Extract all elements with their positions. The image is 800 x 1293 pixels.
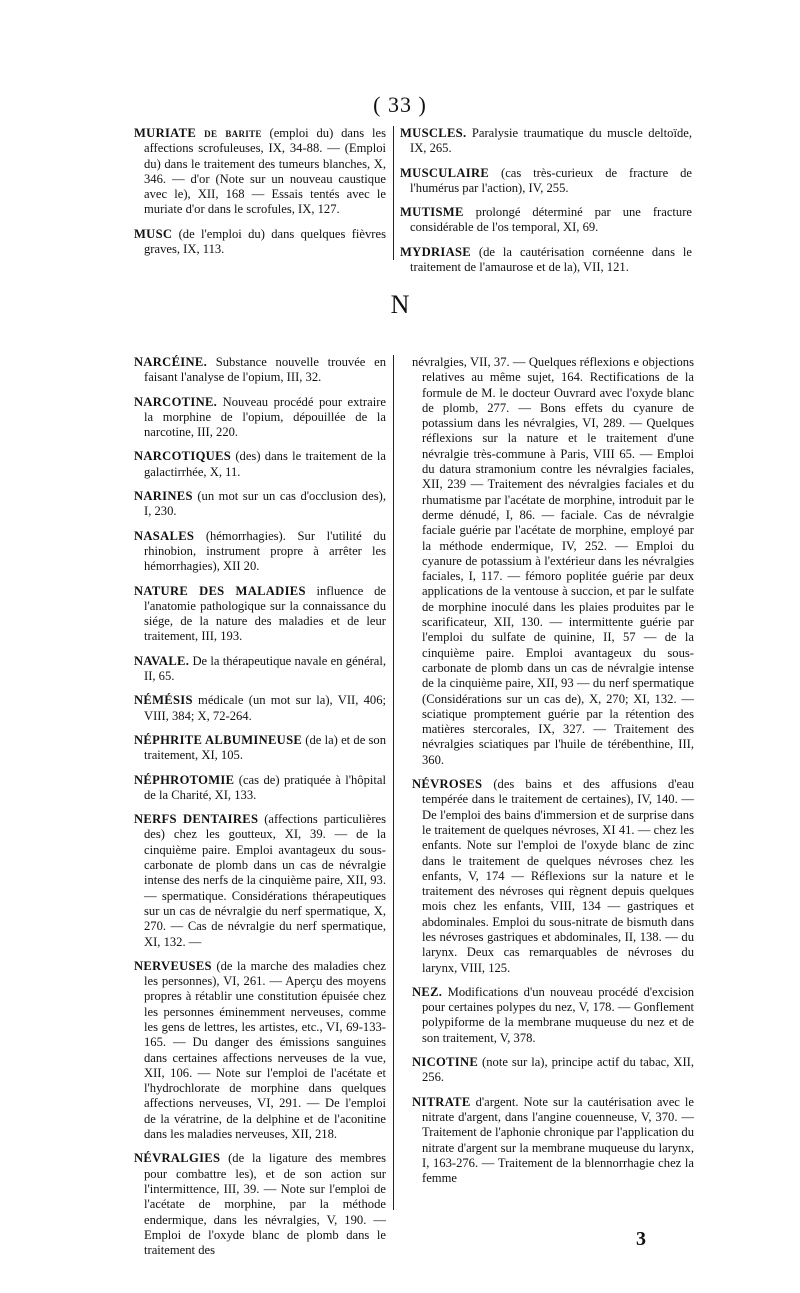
index-entry [134, 1151, 386, 1258]
index-entry [134, 693, 386, 724]
entry-heading: NÉPHROTOMIE [134, 772, 235, 787]
index-entry [134, 449, 386, 480]
index-column-top-right [400, 126, 692, 284]
entry-text: De la thérapeutique navale en général, II, 65. [144, 653, 386, 684]
index-entry [412, 1095, 694, 1187]
entry-heading: NÉVROSES [412, 777, 483, 792]
entry-heading: NERFS DENTAIRES [134, 812, 259, 827]
entry-text: Paralysie traumatique du muscle deltoïde, IX, 265. [410, 126, 692, 156]
entry-text: Nouveau procédé pour extraire la morphine de l'opium, dépouillée de la narcotine, III, 220. [144, 394, 386, 440]
signature-mark: 3 [636, 1228, 646, 1250]
entry-text: (des) dans le traitement de la galactirrhée, X, 11. [144, 449, 386, 479]
entry-text: (des bains et des affusions d'eau tempérée dans le traitement de certaines), IV, 140. — De l'emploi des bains d'immersion et de surprise dans le traitement de quelques névroses, XI 41. — chez les enfants. Note sur l'emploi de l'oxyde blanc de zinc dans le traitement de quelques névroses chez les enfants, V, 174 — Réflexions sur la nature et le traitement des névroses qui règnent depuis quelques mois chez les enfants, VIII, 134 — gastriques et abdominales. Emploi du sous-nitrate de bismuth dans les névroses gastriques et abdominales, II, 138. — du larynx. Deux cas remarquables de névroses du larynx, VIII, 125. [422, 777, 694, 975]
entry-heading: MURIATE de barite [134, 126, 262, 140]
entry-text: médicale (un mot sur la), VII, 406; VIII, 384; X, 72-264. [144, 693, 386, 723]
entry-text: (emploi du) dans les affections scrofuleuses, IX, 34-88. — (Emploi du) dans le traitement des tumeurs blanches, X, 346. — d'or (Note sur un nouveau caustique avec le), XII, 168 — Essais tentés avec le muriate d'or dans le scrofules, IX, 127. [144, 126, 386, 217]
entry-text: (de l'emploi du) dans quelques fièvres graves, IX, 113. [144, 226, 386, 257]
index-entry [134, 529, 386, 575]
entry-text: névralgies, VII, 37. — Quelques réflexions e objections relatives au même sujet, 164. Rectifications de la formule de M. le docteur Ouvrard avec l'oxyde blanc de plomb, 277. — Bons effets du cyanure de potassium dans les névralgies, VI, 289. — Quelques réflexions sur la nature et le traitement d'une névralgie très-commune à Paris, VIII 65. — Emploi du datura stramonium contre les névralgies faciales, XII, 239 — Traitement des névralgies faciales et du rhumatisme par l'acétate de morphine, introduit par le derme dénudé, I, 86. — faciale. Cas de névralgie faciale guérie par l'acétate de morphine, employé par la méthode endermique, IV, 252. — Emploi du cyanure de potassium à l'extérieur dans les névralgies faciales, I, 117. — fémoro poplitée guérie par deux applications de la ventouse à succion, et par le sulfate de morphine inoculé dans les plaies produites par le scarificateur, XII, 130. — intermittente guérie par l'emploi du sulfate de quinine, II, 57 — de la cinquième paire. Emploi avantageux du sous-carbonate de plomb dans un cas de névralgie intense de la cinquième paire, XII, 93 — du nerf spermatique (Considérations sur un cas de), X, 270; XI, 132. — sciatique promptement guérie par la rétention des matières stercorales, IX, 327. — Traitement des névralgies sciatiques par l'huile de térébenthine, III, 360. [412, 355, 694, 767]
section-letter: N [390, 290, 410, 319]
entry-heading: MUTISME [400, 205, 464, 220]
entry-text: influence de l'anatomie pathologique sur la connaissance du siége, de la nature des maladies et de leur traitement, III, 193. [144, 583, 386, 644]
entry-text: (note sur la), principe actif du tabac, XII, 256. [422, 1055, 694, 1085]
entry-text: d'argent. Note sur la cautérisation avec le nitrate d'argent, dans l'angine couenneuse, V, 370. — Traitement de l'aphonie chronique par l'application du nitrate d'argent sur la membrane muqueuse du larynx, I, 163-276. — Traitement de la blennorrhagie chez la femme [422, 1094, 694, 1186]
index-entry [134, 395, 386, 441]
index-entry [400, 245, 692, 276]
entry-text: (de la) et de son traitement, XI, 105. [144, 732, 386, 763]
entry-text: (affections particulières des) chez les goutteux, XI, 39. — de la cinquième paire. Emploi avantageux du sous-carbonate de plomb dans un cas de névralgie intense des nerfs de la cinquième paire, XII, 93. — spermatique. Considérations thérapeutiques sur un cas de névralgie du nerf spermatique, X, 270. — Cas de névralgie du nerf spermatique, XI, 132. — [144, 812, 387, 949]
entry-heading: MUSCLES. [400, 126, 467, 140]
entry-heading: NÉVRALGIES [134, 1151, 221, 1166]
index-entry [134, 489, 386, 520]
index-entry [134, 584, 386, 645]
entry-text: (hémorrhagies). Sur l'utilité du rhinobion, instrument propre à arrêter les hémorrhagies), XII 20. [144, 528, 386, 574]
entry-text: Modifications d'un nouveau procédé d'excision pour certaines polypes du nez, V, 178. — Gonflement polypiforme de la membrane muqueuse du nez et de son traitement, V, 378. [422, 984, 694, 1045]
entry-text: (cas de) pratiquée à l'hôpital de la Charité, XI, 133. [144, 772, 386, 802]
index-entry [134, 654, 386, 685]
entry-heading: MUSC [134, 226, 173, 241]
entry-heading: NASALES [134, 528, 195, 543]
entry-heading: NATURE DES MALADIES [134, 583, 306, 598]
index-entry [400, 126, 692, 157]
entry-heading: NARCOTINE. [134, 394, 218, 409]
entry-heading: MYDRIASE [400, 244, 471, 259]
index-entry [134, 355, 386, 386]
entry-text: (cas très-curieux de fracture de l'humérus par l'action), IV, 255. [410, 165, 692, 195]
entry-heading: NERVEUSES [134, 958, 212, 973]
entry-text: Substance nouvelle trouvée en faisant l'analyse de l'opium, III, 32. [144, 355, 386, 385]
entry-heading: NICOTINE [412, 1055, 479, 1070]
index-entry [412, 1055, 694, 1086]
page-number: ( 33 ) [373, 92, 427, 117]
index-entry [412, 985, 694, 1046]
column-divider-top [393, 126, 394, 260]
entry-text: (de la cautérisation cornéenne dans le traitement de l'amaurose et de la), VII, 121. [410, 244, 692, 275]
index-entry [400, 166, 692, 197]
index-entry [134, 733, 386, 764]
entry-heading: NARCOTIQUES [134, 449, 232, 464]
index-entry [400, 205, 692, 236]
entry-heading: NÉMÉSIS [134, 693, 193, 708]
index-entry [134, 773, 386, 804]
index-entry [134, 227, 386, 258]
entry-text: (de la ligature des membres pour combattre les), et de son action sur l'intermittence, III, 39. — Note sur l'emploi de l'acétate de morphine, par la méthode endermique, dans les névralgies, V, 190. — Emploi de l'oxyde blanc de plomb dans le traitement des [144, 1151, 386, 1258]
index-entry [134, 812, 386, 950]
entry-heading: NEZ. [412, 984, 443, 999]
entry-heading: NAVALE. [134, 653, 190, 668]
entry-text: (un mot sur un cas d'occlusion des), I, 230. [144, 489, 386, 519]
index-column-bottom-left [134, 355, 386, 1267]
index-entry [412, 777, 694, 976]
index-column-top-left [134, 126, 386, 266]
index-column-bottom-right [412, 355, 694, 1195]
index-entry [134, 959, 386, 1143]
entry-text: prolongé déterminé par une fracture considérable de l'os temporal, XI, 69. [410, 205, 692, 235]
column-divider-bottom [393, 355, 394, 1210]
entry-heading: NARCÉINE. [134, 355, 208, 369]
entry-heading: NITRATE [412, 1094, 471, 1109]
index-entry [134, 126, 386, 218]
entry-heading: MUSCULAIRE [400, 165, 490, 180]
entry-heading: NARINES [134, 489, 193, 504]
index-entry [412, 355, 694, 768]
entry-text: (de la marche des maladies chez les personnes), VI, 261. — Aperçu des moyens propres à rétablir une constitution épuisée chez les personnes éminemment nerveuses, comme les gens de lettres, les artistes, etc., VI, 69-133-165. — Du danger des émissions sanguines dans certaines affections nerveuses de la vue, XII, 106. — Note sur l'emploi de l'acétate et l'hydrochlorate de morphine dans quelques affections nerveuses, VI, 291. — De l'emploi de la vératrine, de la delphine et de l'aconitine dans les maladies nerveuses, XII, 218. [144, 958, 386, 1142]
entry-heading: NÉPHRITE ALBUMINEUSE [134, 732, 303, 747]
